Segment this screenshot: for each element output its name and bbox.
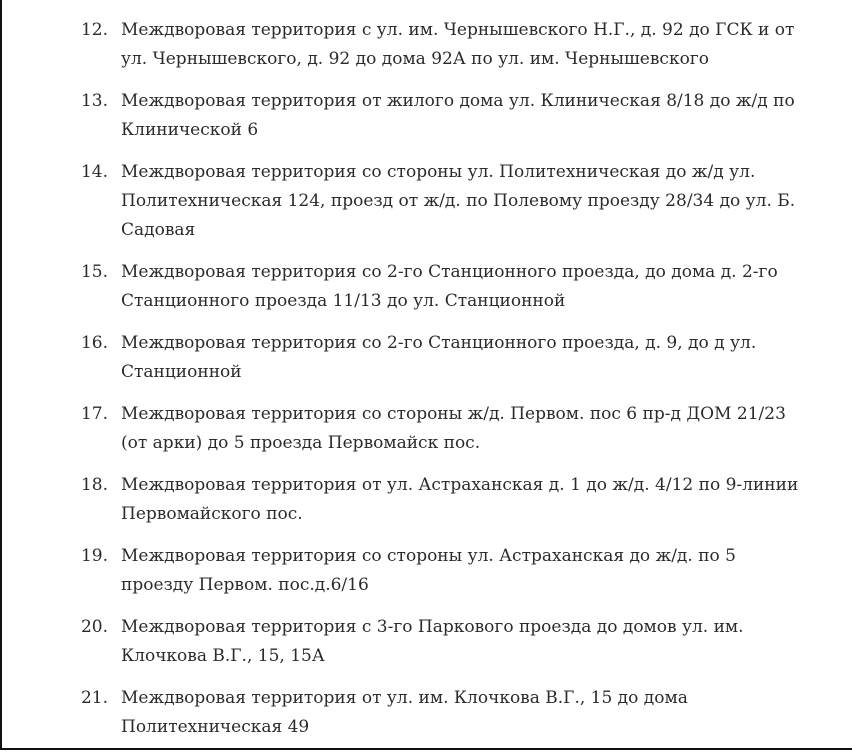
list-item: [0, 158, 852, 245]
list-item: [0, 684, 852, 742]
item-text: Междворовая территория с 3-го Паркового проезда до домов ул. им. Клочкова В.Г., 15, 15А: [121, 617, 744, 666]
list-item: [0, 16, 852, 74]
item-text: Междворовая территория с ул. им. Чернышевского Н.Г., д. 92 до ГСК и от ул. Чернышевского, д. 92 до дома 92А по ул. им. Чернышевского: [121, 20, 795, 69]
item-text: Междворовая территория от ул. Астраханская д. 1 до ж/д. 4/12 по 9-линии Первомайского пос.: [121, 475, 799, 524]
item-number: 21.: [80, 688, 108, 708]
item-text: Междворовая территория со стороны ж/д. Первом. пос 6 пр-д ДОМ 21/23 (от арки) до 5 проезда Первомайск пос.: [121, 404, 786, 453]
item-number: 18.: [80, 475, 108, 495]
item-number: 12.: [80, 20, 108, 40]
item-number: 16.: [80, 333, 108, 353]
list-item: [0, 400, 852, 458]
list-item: [0, 329, 852, 387]
item-text: Междворовая территория со стороны ул. Астраханская до ж/д. по 5 проезду Первом. пос.д.6/16: [121, 546, 736, 595]
item-number: 19.: [80, 546, 108, 566]
item-number: 15.: [80, 262, 108, 282]
list-item: [0, 87, 852, 145]
item-number: 17.: [80, 404, 108, 424]
list-item: [0, 542, 852, 600]
territory-list: [0, 16, 852, 755]
item-text: Междворовая территория со стороны ул. Политехническая до ж/д ул. Политехническая 124, проезд от ж/д. по Полевому проезду 28/34 до ул. Б. Садовая: [121, 162, 796, 240]
list-item: [0, 258, 852, 316]
item-number: 13.: [80, 91, 108, 111]
list-item: [0, 471, 852, 529]
item-number: 14.: [80, 162, 108, 182]
item-number: 20.: [80, 617, 108, 637]
item-text: Междворовая территория от ул. им. Клочкова В.Г., 15 до дома Политехническая 49: [121, 688, 688, 737]
item-text: Междворовая территория от жилого дома ул. Клиническая 8/18 до ж/д по Клинической 6: [121, 91, 795, 140]
item-text: Междворовая территория со 2-го Станционного проезда, д. 9, до д ул. Станционной: [121, 333, 757, 382]
list-item: [0, 613, 852, 671]
item-text: Междворовая территория со 2-го Станционного проезда, до дома д. 2-го Станционного проезда 11/13 до ул. Станционной: [121, 262, 778, 311]
